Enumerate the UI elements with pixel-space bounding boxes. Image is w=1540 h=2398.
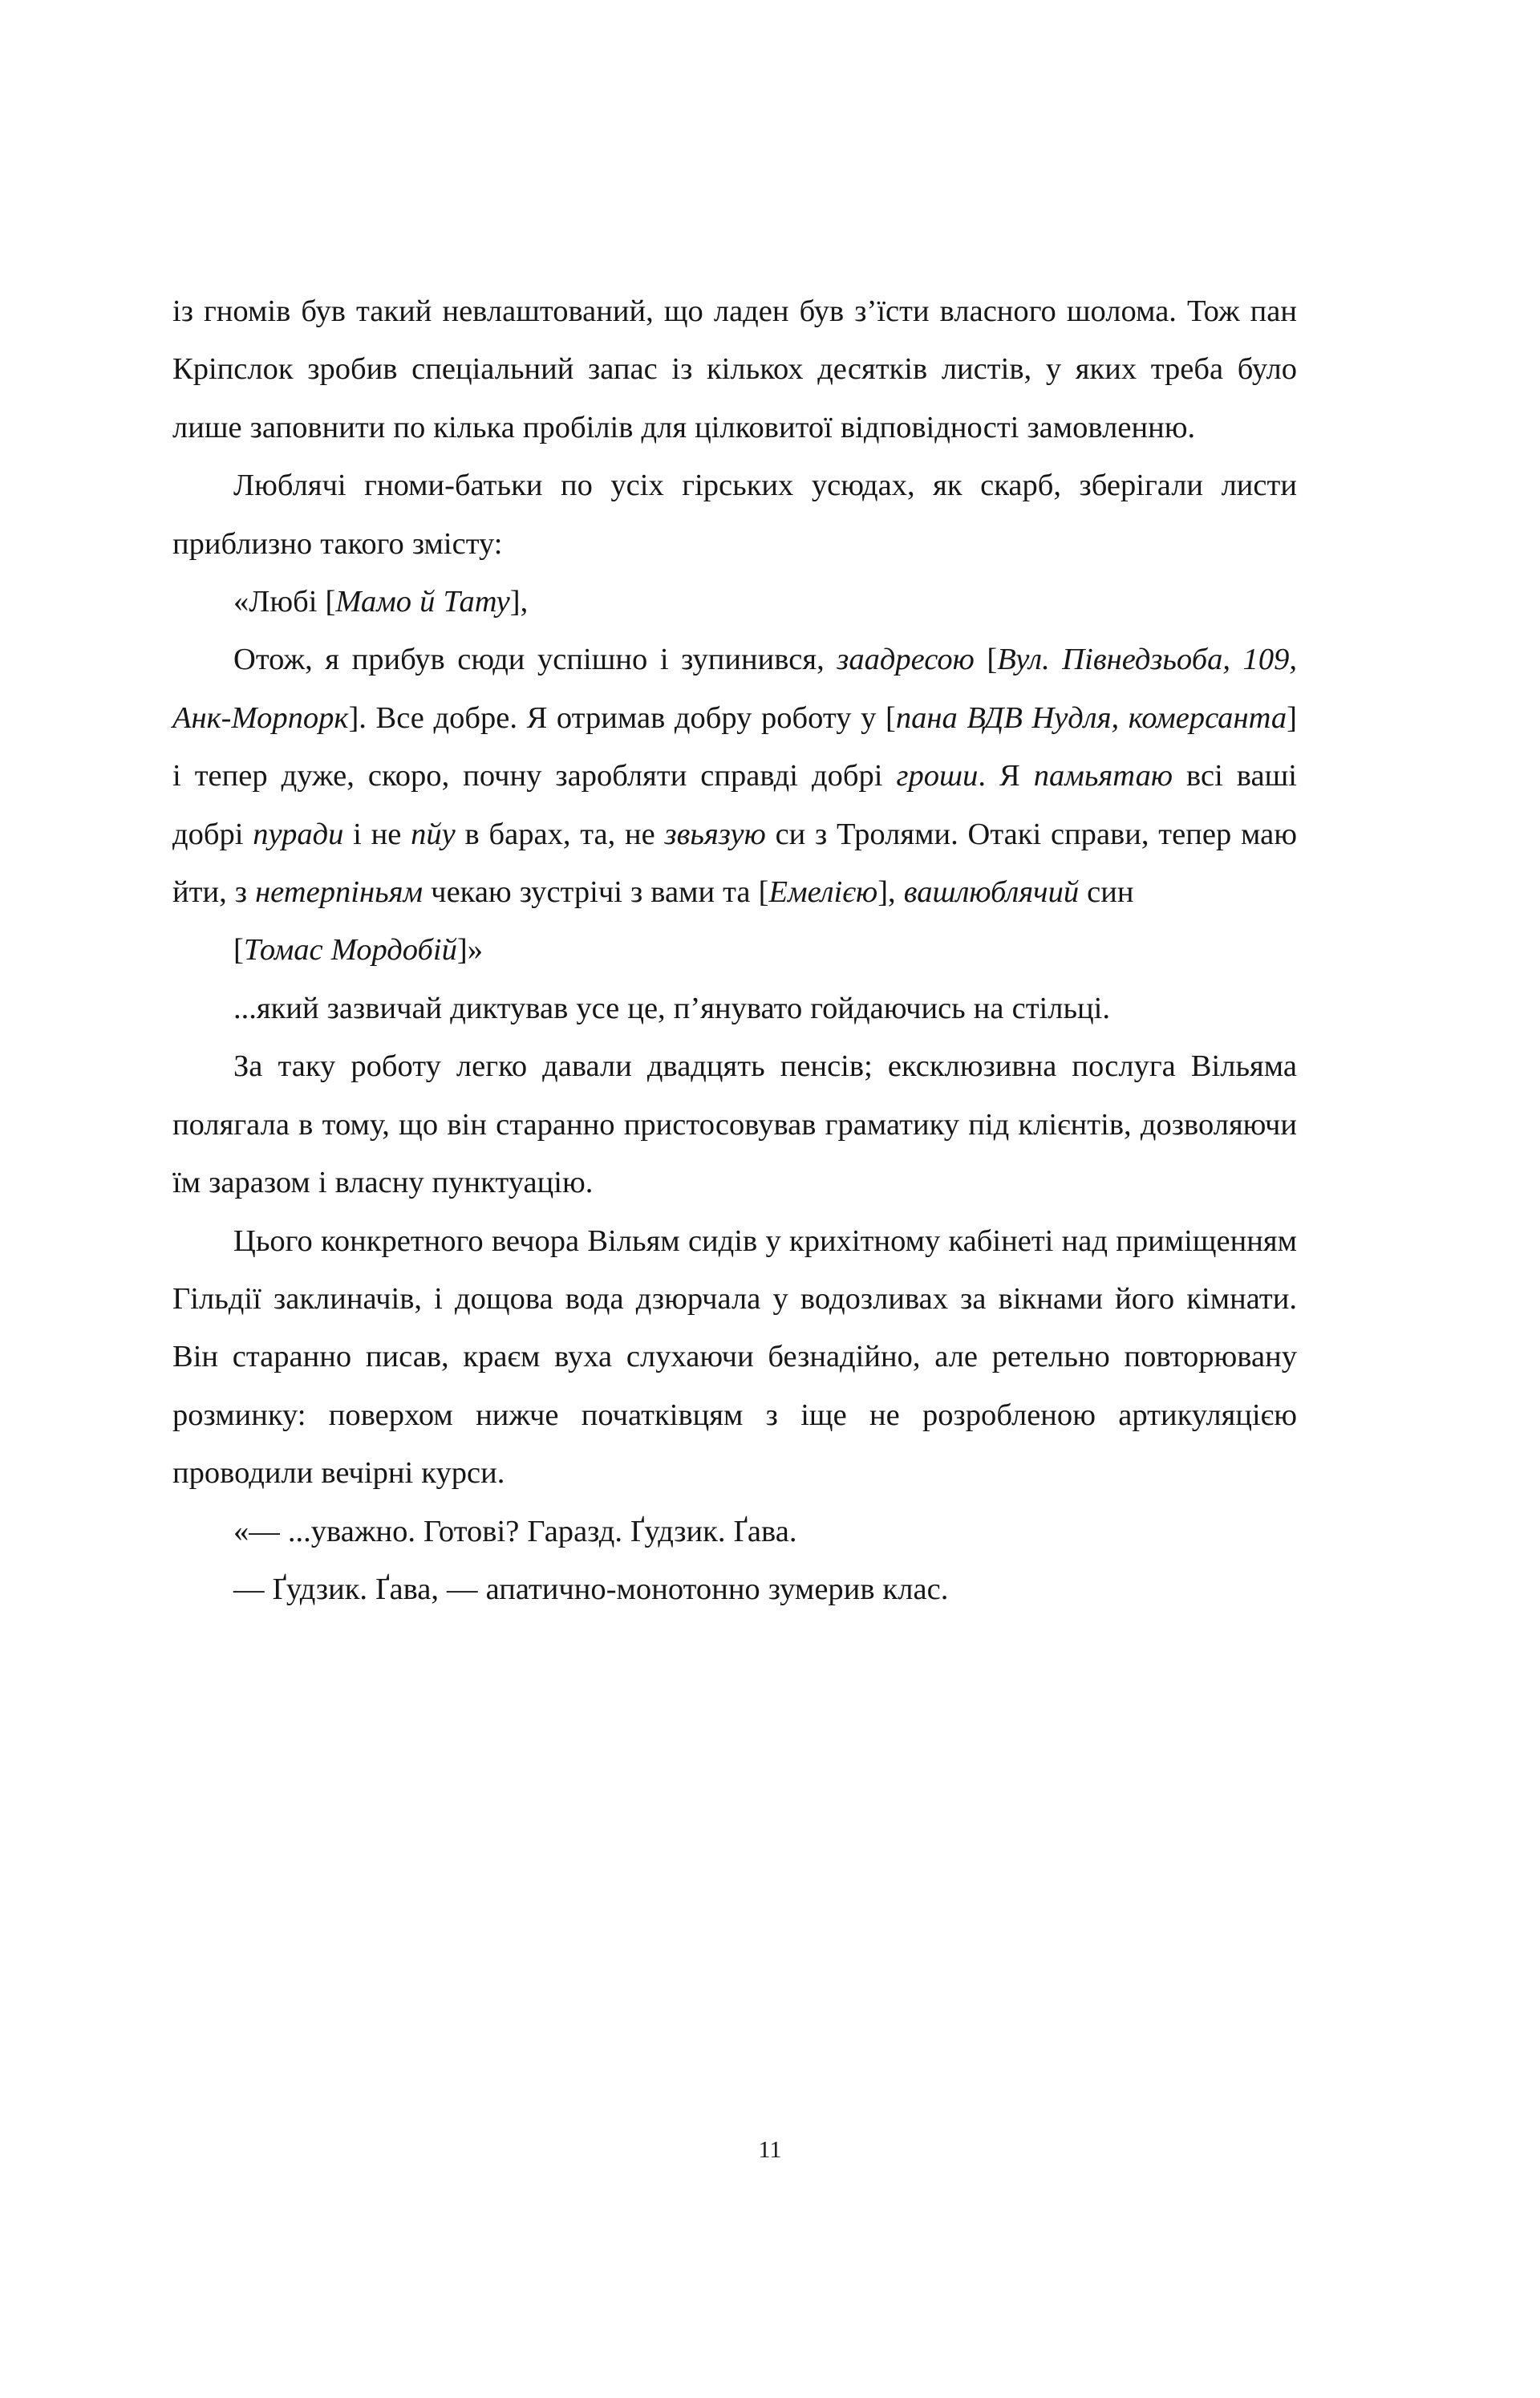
body-paragraph [172,980,1297,1037]
italic-text-run: гроши [896,759,979,793]
body-paragraph [172,282,1297,456]
text-run: Цього конкретного вечора Вільям сидів у крихітному кабінеті над приміщенням Гільдії заклиначів, і дощова вода дзюрчала у водозливах за вікнами його кімнати. Він старанно писав, краєм вуха слухаючи безнадійно, але ретельно повторювану розминку: поверхом нижче початківцям з іще не розробленою артикуляцією проводили вечірні курси. [172,1223,1297,1491]
page-number: 11 [758,2136,782,2163]
italic-text-run: Емелією [768,875,878,910]
text-run: [ [233,933,244,968]
text-run: всі ваші добрі [172,759,1297,851]
body-paragraph [172,631,1297,921]
text-run: в барах, та, не [455,817,665,851]
italic-text-run: Томас Мордобій [243,933,457,968]
text-run: «— ...уважно. Готові? Гаразд. Ґудзик. Ґава. [233,1514,797,1548]
body-paragraph [172,573,1297,631]
italic-text-run: Вул. Півнедзьоба, 109, Анк-Морпорк [172,643,1297,735]
body-paragraph [172,1212,1297,1503]
text-run: із гномів був такий невлаштований, що ладен був з’їсти власного шолома. Тож пан Кріпслок зробив спеціальний запас із кількох десятків листів, у яких треба було лише заповнити по кілька пробілів для цілковитої відповідності замовленню. [172,294,1297,444]
text-run: «Любі [ [233,585,336,619]
italic-text-run: вашлюблячий [903,875,1080,910]
italic-text-run: Мамо й Тату [335,585,510,619]
text-run: . Я [978,759,1034,793]
text-run: Люблячі гноми-батьки по усіх гірських усюдах, як скарб, зберігали листи приблизно такого змісту: [172,469,1297,561]
italic-text-run: нетерпіньям [255,875,424,910]
text-run: Отож, я прибув сюди успішно і зупинився, [233,643,837,677]
body-paragraph [172,1503,1297,1560]
italic-text-run: пуради [253,817,344,851]
text-run: ], [509,585,529,619]
text-run: За таку роботу легко давали двадцять пенсів; ексклюзивна послуга Вільяма полягала в тому, що він старанно пристосовував граматику під клієнтів, дозволяючи їм заразом і власну пунктуацію. [172,1049,1297,1200]
body-paragraph [172,1560,1297,1618]
body-paragraph [172,1037,1297,1211]
text-run: ]. Все добре. Я отримав добру роботу у [ [348,700,896,735]
text-run: ] і тепер дуже, скоро, почну заробляти справді добрі [172,700,1297,793]
text-run: чекаю зустрічі з вами та [ [423,875,769,910]
text-run: син [1079,875,1134,910]
text-run: си з Тролями. Отакі справи, тепер маю йти, з [172,817,1297,910]
text-run: і не [343,817,411,851]
text-run: ...який зазвичай диктував усе це, п’янувато гойдаючись на стільці. [233,991,1111,1025]
italic-text-run: пана ВДВ Нудля, комерсанта [895,700,1287,735]
italic-text-run: памьятаю [1033,759,1173,793]
text-run: — Ґудзик. Ґава, — апатично-монотонно зумерив клас. [233,1572,949,1606]
body-paragraph [172,456,1297,573]
body-paragraph [172,921,1297,979]
page-text-column [172,282,1297,1618]
text-run: ], [877,875,904,910]
italic-text-run: звьязую [664,817,766,851]
text-run: ]» [456,933,484,968]
text-run: [ [974,643,998,677]
italic-text-run: пйу [411,817,456,851]
italic-text-run: заадресою [837,643,975,677]
